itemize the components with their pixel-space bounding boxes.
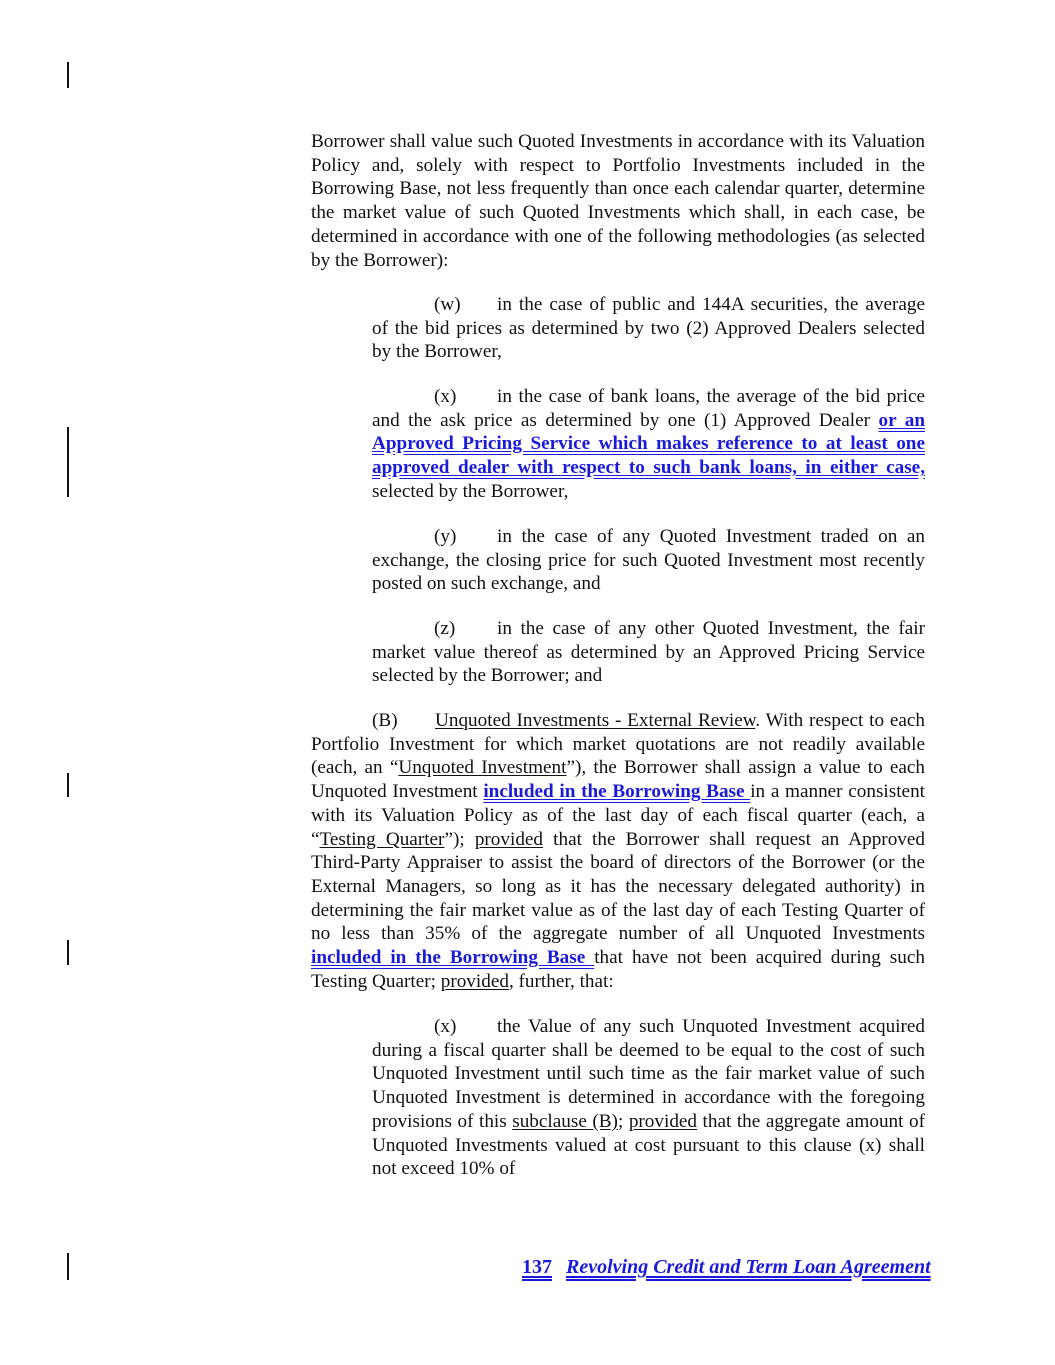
defined-term: provided: [628, 1110, 698, 1132]
document-title: Revolving Credit and Term Loan Agreement: [566, 1256, 931, 1278]
defined-term: Unquoted Investments - External Review: [435, 710, 756, 731]
clause-label: (x): [434, 386, 457, 407]
defined-term: Testing Quarter: [319, 828, 445, 850]
change-bar: [67, 1253, 69, 1280]
paragraph: [372, 1015, 925, 1181]
text-run: selected by the Borrower,: [372, 480, 569, 502]
page-footer: [522, 1256, 931, 1279]
text-run: ”);: [444, 828, 475, 850]
paragraph: [372, 617, 925, 688]
inserted-text: included in the Borrowing Base: [311, 947, 595, 969]
text-run: in the case of any other Quoted Investment, the fair market value thereof as determined by an Approved Pricing Service selected by the Borrower; and: [372, 618, 925, 687]
text-run: . With respect to each Portfolio Investment for which market quotations are not readily available (each, an “: [311, 710, 925, 779]
paragraph: [372, 525, 925, 596]
change-bar: [67, 773, 69, 797]
paragraph: [372, 293, 925, 364]
change-bar: [67, 62, 69, 88]
text-run: the Value of any such Unquoted Investment acquired during a fiscal quarter shall be deemed to be equal to the cost of such Unquoted Investment until such time as the fair market value of such Unquoted Investment is determined in accordance with the foregoing provisions of this: [372, 1016, 925, 1132]
paragraph: [311, 130, 925, 272]
text-run: Borrower shall value such Quoted Investments in accordance with its Valuation Policy and, solely with respect to Portfolio Investments included in the Borrowing Base, not less frequently than once each calendar quarter, determine the market value of such Quoted Investments which shall, in each case, be determined in accordance with one of the following methodologies (as selected by the Borrower):: [311, 131, 925, 271]
clause-label: (B): [372, 710, 398, 731]
text-run: that the Borrower shall request an Approved Third-Party Appraiser to assist the board of directors of the Borrower (or the External Managers, so long as it has the necessary delegated authority) in determining the fair market value as of the last day of each Testing Quarter of no less than 35% of the aggregate number of all Unquoted Investments: [311, 828, 925, 945]
defined-term: provided: [474, 828, 544, 850]
defined-term: Unquoted Investment: [398, 757, 567, 779]
text-run: that have not been acquired during such Testing Quarter;: [311, 947, 925, 992]
text-run: in the case of any Quoted Investment traded on an exchange, the closing price for such Quoted Investment most recently posted on such exchange, and: [372, 526, 925, 595]
page-number: 137: [522, 1256, 552, 1278]
text-run: that the aggregate amount of Unquoted Investments valued at cost pursuant to this clause (x) shall not exceed 10% of: [372, 1110, 925, 1180]
defined-term: subclause (B): [512, 1110, 618, 1132]
inserted-text: included in the Borrowing Base: [483, 781, 751, 803]
clause-label: (y): [434, 526, 457, 547]
inserted-text: or an Approved Pricing Service which makes reference to at least one approved dealer with respect to such bank loans, in either case,: [372, 409, 926, 479]
text-run: in the case of bank loans, the average of the bid price and the ask price as determined by one (1) Approved Dealer: [372, 386, 925, 431]
paragraph: [311, 709, 925, 993]
change-bar: [67, 427, 69, 497]
paragraph: [372, 385, 925, 504]
text-run: ;: [617, 1110, 629, 1132]
clause-label: (x): [434, 1016, 457, 1037]
clause-label: (w): [434, 294, 461, 315]
text-run: in a manner consistent with its Valuation Policy as of the last day of each fiscal quarter (each, a “: [311, 781, 925, 850]
text-run: , further, that:: [508, 970, 614, 992]
defined-term: provided: [440, 970, 509, 992]
text-run: ”), the Borrower shall assign a value to each Unquoted Investment: [311, 757, 925, 803]
clause-label: (z): [434, 618, 456, 639]
text-run: in the case of public and 144A securities, the average of the bid prices as determined by two (2) Approved Dealers selected by the Borrower,: [372, 294, 925, 363]
change-bar: [67, 940, 69, 965]
